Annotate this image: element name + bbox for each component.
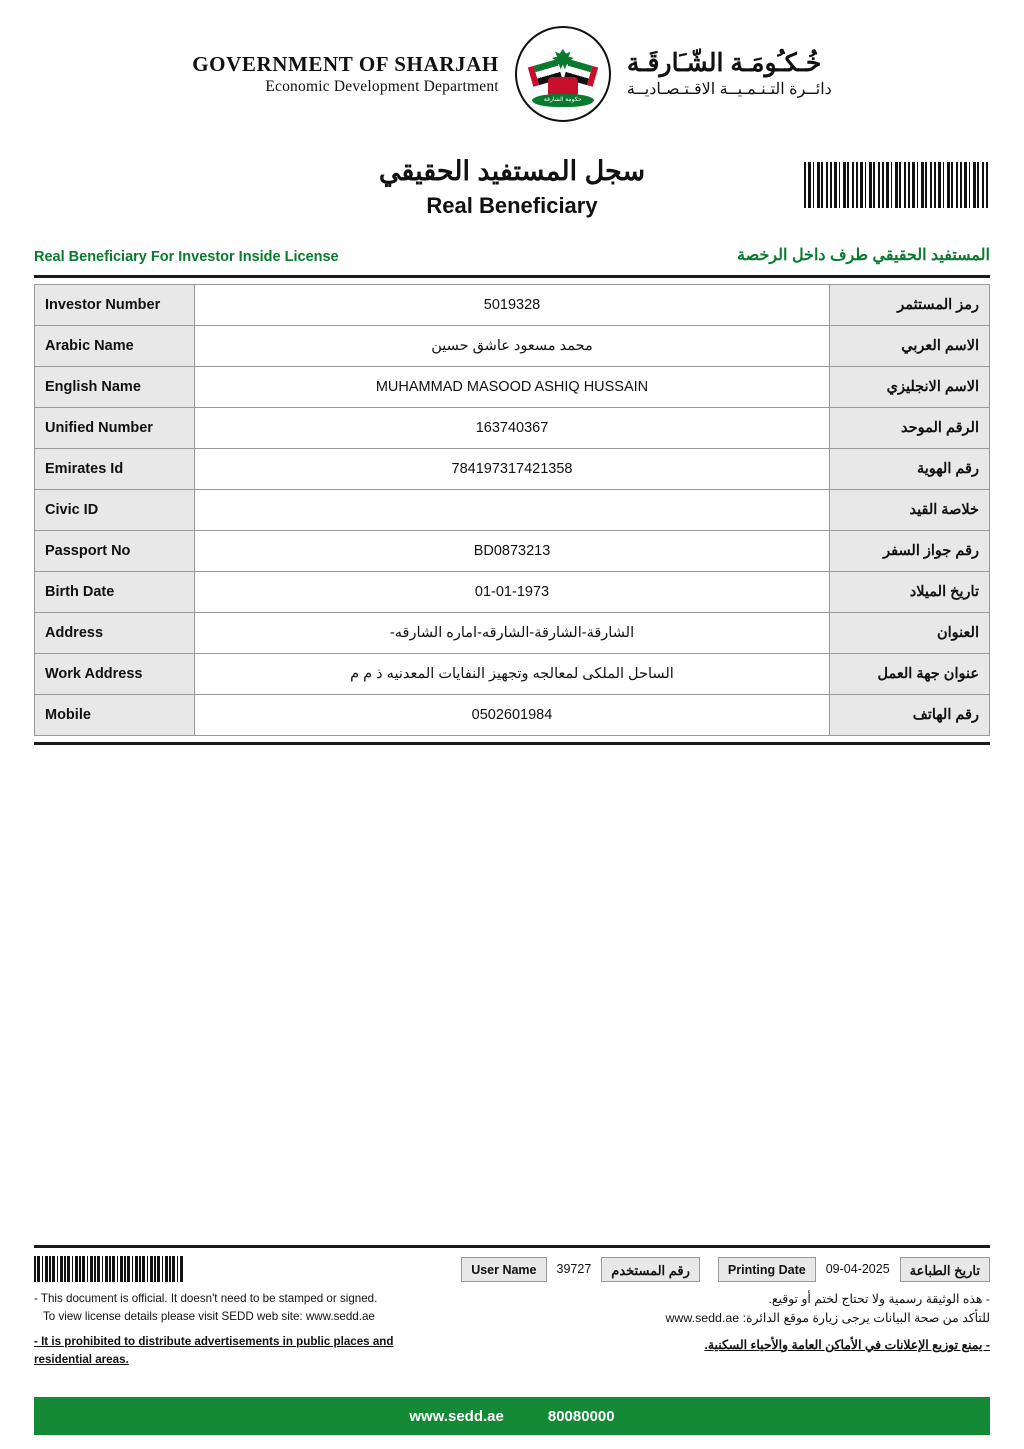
row-label-english: Passport No: [35, 531, 195, 572]
row-label-arabic: العنوان: [830, 613, 990, 654]
table-row: [35, 490, 990, 531]
document-title-block: [34, 156, 990, 219]
row-value: BD0873213: [195, 531, 830, 572]
row-label-arabic: الاسم الانجليزي: [830, 367, 990, 408]
row-label-english: Emirates Id: [35, 449, 195, 490]
user-name-label-ar: رقم المستخدم: [601, 1257, 700, 1282]
phone-number: 80080000: [547, 1407, 615, 1425]
government-title-english: [192, 51, 505, 97]
page-title-arabic: سجل المستفيد الحقيقي: [378, 156, 646, 186]
printing-date-label-ar: تاريخ الطباعة: [900, 1257, 990, 1282]
table-row: [35, 531, 990, 572]
note-en-3: - It is prohibited to distribute advertisements in public places and residential areas.: [34, 1335, 394, 1367]
section-header: [34, 245, 990, 265]
section-title-arabic: المستفيد الحقيقي طرف داخل الرخصة: [737, 247, 990, 264]
note-ar-3: - يمنع توزيع الإعلانات في الأماكن العامة والأحياء السكنية.: [704, 1337, 990, 1352]
row-label-english: Investor Number: [35, 285, 195, 326]
row-value: MUHAMMAD MASOOD ASHIQ HUSSAIN: [195, 367, 830, 408]
table-row: [35, 613, 990, 654]
row-label-arabic: عنوان جهة العمل: [830, 654, 990, 695]
row-label-english: Unified Number: [35, 408, 195, 449]
row-label-english: Civic ID: [35, 490, 195, 531]
row-label-arabic: الرقم الموحد: [830, 408, 990, 449]
note-en-1: - This document is official. It doesn't need to be stamped or signed.: [34, 1292, 378, 1306]
government-name-ar: خُـكـُومَـة الشّـَارقَـة: [626, 49, 822, 78]
user-name-label-en: User Name: [461, 1257, 546, 1282]
document-footer: [34, 1245, 990, 1369]
table-row: [35, 695, 990, 736]
table-row: [35, 285, 990, 326]
footer-notes-arabic: [665, 1290, 990, 1369]
note-ar-2: للتأكد من صحة البيانات يرجى زيارة موقع الدائرة: www.sedd.ae: [665, 1311, 990, 1326]
row-value: محمد مسعود عاشق حسين: [195, 326, 830, 367]
row-label-arabic: رقم جواز السفر: [830, 531, 990, 572]
website-link[interactable]: www.sedd.ae: [409, 1407, 504, 1425]
table-row: [35, 367, 990, 408]
row-label-arabic: تاريخ الميلاد: [830, 572, 990, 613]
row-label-arabic: خلاصة القيد: [830, 490, 990, 531]
footer-contact-bar: [34, 1397, 990, 1435]
printing-date-label-en: Printing Date: [718, 1257, 816, 1282]
row-value: 784197317421358: [195, 449, 830, 490]
row-label-arabic: رقم الهاتف: [830, 695, 990, 736]
emblem-inner: [522, 33, 604, 115]
barcode-bottom-icon: [34, 1256, 184, 1282]
user-name-value: 39727: [556, 1261, 592, 1276]
section-title-english: Real Beneficiary For Investor Inside License: [34, 249, 339, 265]
row-label-arabic: الاسم العربي: [830, 326, 990, 367]
row-label-english: Arabic Name: [35, 326, 195, 367]
table-row: [35, 449, 990, 490]
department-name-ar: دائــرة التـنـمـيــة الاقـتـصـاديــة: [626, 80, 832, 98]
row-value: 163740367: [195, 408, 830, 449]
department-name-en: Economic Development Department: [265, 78, 499, 96]
row-value: 01-01-1973: [195, 572, 830, 613]
row-value: 0502601984: [195, 695, 830, 736]
sharjah-government-emblem-icon: [515, 26, 611, 122]
document-header: [34, 0, 990, 122]
note-ar-1: - هذه الوثيقة رسمية ولا تحتاج لختم أو توقيع.: [768, 1292, 990, 1307]
table-row: [35, 408, 990, 449]
row-label-english: English Name: [35, 367, 195, 408]
footer-meta-row: [34, 1256, 990, 1282]
table-row: [35, 326, 990, 367]
row-label-arabic: رمز المستثمر: [830, 285, 990, 326]
footer-divider: [34, 1245, 990, 1248]
row-value: [195, 490, 830, 531]
row-label-english: Work Address: [35, 654, 195, 695]
row-label-english: Address: [35, 613, 195, 654]
page-title-english: Real Beneficiary: [426, 193, 598, 218]
government-name-en: GOVERNMENT OF SHARJAH: [192, 52, 499, 77]
footer-notes: [34, 1290, 990, 1369]
row-value: الشارقة-الشارقة-الشارقه-اماره الشارقه-: [195, 613, 830, 654]
footer-meta-cells: [461, 1257, 990, 1282]
beneficiary-details-table-wrapper: [34, 275, 990, 745]
row-value: الساحل الملكى لمعالجه وتجهيز النفايات المعدنيه ذ م م: [195, 654, 830, 695]
table-row: [35, 572, 990, 613]
row-value: 5019328: [195, 285, 830, 326]
footer-notes-english: [34, 1290, 454, 1369]
beneficiary-details-table: [34, 284, 990, 736]
row-label-english: Mobile: [35, 695, 195, 736]
row-label-english: Birth Date: [35, 572, 195, 613]
emblem-band-text: حكومة الشارقة: [532, 94, 594, 107]
row-label-arabic: رقم الهوية: [830, 449, 990, 490]
barcode-top-icon: [804, 162, 990, 208]
note-en-2: To view license details please visit SEDD web site: www.sedd.ae: [43, 1310, 375, 1324]
government-title-arabic: [621, 47, 832, 100]
table-row: [35, 654, 990, 695]
printing-date-value: 09-04-2025: [825, 1261, 890, 1276]
